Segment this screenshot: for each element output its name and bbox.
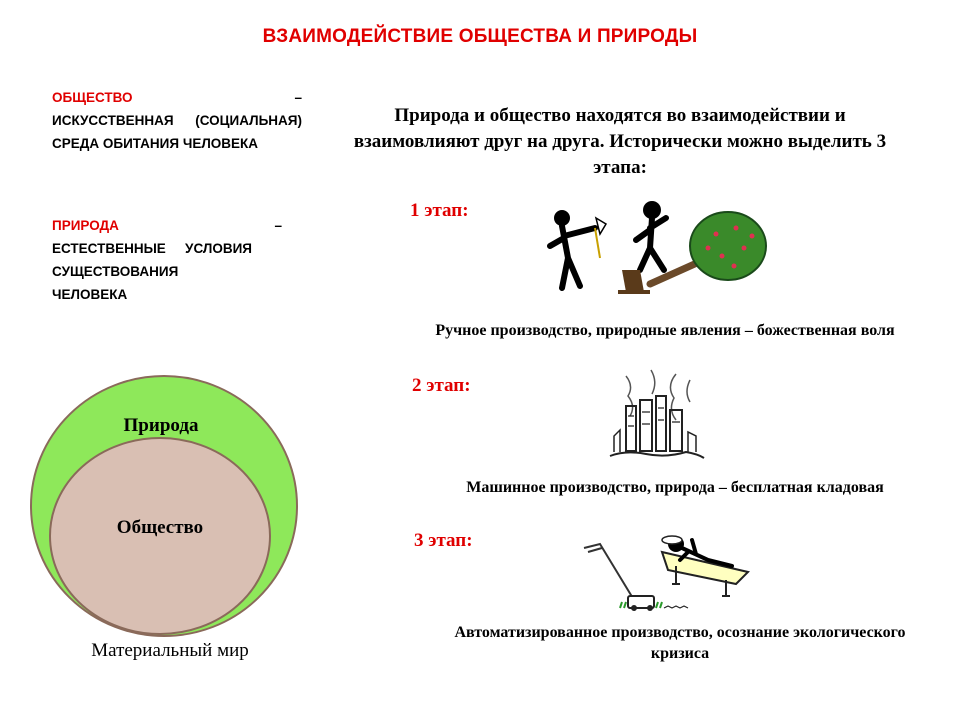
factory-icon xyxy=(606,366,706,466)
definition-term: ОБЩЕСТВО xyxy=(52,90,133,105)
outer-circle-label: Природа xyxy=(123,415,199,436)
intro-text: Природа и общество находятся во взаимодействии и взаимовлияют друг на друга. Исторически можно выделить 3 этапа: xyxy=(353,105,887,178)
definition-society xyxy=(52,86,302,155)
definition-nature xyxy=(52,214,282,306)
stage-1-label: 1 этап: xyxy=(410,200,469,221)
definition-dash: – xyxy=(274,218,282,233)
definition-text: ЕСТЕСТВЕННЫЕ УСЛОВИЯ СУЩЕСТВОВАНИЯ ЧЕЛОВЕКА xyxy=(52,241,252,302)
definition-dash: – xyxy=(294,90,302,105)
stage-2-caption: Машинное производство, природа – бесплатная кладовая xyxy=(466,479,884,496)
primitive-people-icon xyxy=(540,188,770,308)
definition-text: ИСКУССТВЕННАЯ (СОЦИАЛЬНАЯ) СРЕДА ОБИТАНИЯ ЧЕЛОВЕКА xyxy=(52,113,302,151)
definition-term: ПРИРОДА xyxy=(52,218,119,233)
inner-circle-label: Общество xyxy=(116,517,204,538)
stage-3-caption: Автоматизированное производство, осознание экологического кризиса xyxy=(454,624,906,662)
page-title: ВЗАИМОДЕЙСТВИЕ ОБЩЕСТВА И ПРИРОДЫ xyxy=(262,26,698,47)
diagram-caption: Материальный мир xyxy=(91,640,249,661)
stage-1-caption: Ручное производство, природные явления – божественная воля xyxy=(435,322,895,339)
stage-3-label: 3 этап: xyxy=(414,530,473,551)
nature-society-diagram xyxy=(28,372,300,644)
stage-2-label: 2 этап: xyxy=(412,375,471,396)
robot-mower-icon xyxy=(576,522,766,614)
